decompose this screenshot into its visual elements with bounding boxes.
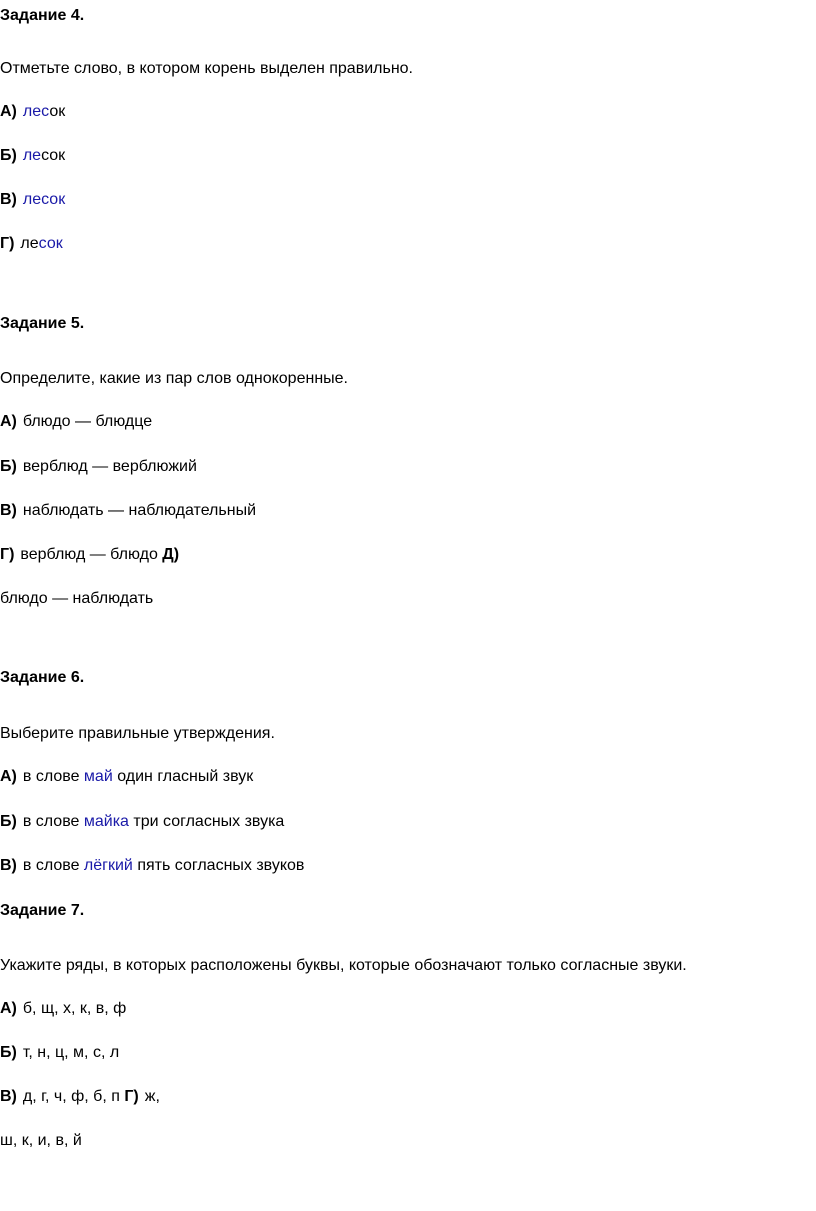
task-6-option-a [0,767,253,787]
option-label: Г) [124,1088,139,1105]
option-label: А) [0,768,17,785]
option-text: т, н, ц, м, с, л [22,1044,120,1061]
option-text: блюдо — блюдце [22,413,153,430]
task-7-title: Задание 7. [0,902,85,919]
task-4-title: Задание 4. [0,7,85,24]
word-rest: сок [41,147,66,164]
word-start: ле [20,235,39,252]
option-label: А) [0,103,17,120]
task-5-option-a [0,412,152,432]
word-rest: ок [49,103,66,120]
task-4-option-d [0,234,63,254]
task-7-option-c [0,1087,160,1107]
task-6-option-c [0,856,304,876]
option-text: один гласный звук [117,768,254,785]
option-label: Г) [0,235,15,252]
task-4-option-a [0,102,65,122]
option-text: наблюдать — наблюдательный [22,502,256,519]
root-highlight: лесок [22,191,66,208]
option-text: в слове [22,857,80,874]
task-6-title: Задание 6. [0,669,85,686]
option-text: верблюд — верблюжий [22,458,197,475]
task-6-question: Выберите правильные утверждения. [0,725,275,742]
option-label: В) [0,1088,17,1105]
task-7-question: Укажите ряды, в которых расположены буквы, которые обозначают только согласные звуки. [0,957,687,974]
highlighted-word: майка [83,813,129,830]
task-6-option-b [0,812,284,832]
option-label: В) [0,191,17,208]
task-7-option-b [0,1043,119,1063]
task-5-option-c [0,501,256,521]
root-highlight: ле [22,147,42,164]
option-label: Д) [162,546,180,563]
option-text: в слове [22,813,80,830]
task-4-option-b [0,146,65,166]
option-label: А) [0,413,17,430]
option-label: Б) [0,813,17,830]
highlighted-word: май [83,768,113,785]
task-5-title: Задание 5. [0,315,85,332]
option-label: В) [0,857,17,874]
option-text: верблюд — блюдо [20,546,158,563]
root-highlight: сок [38,235,63,252]
option-label: Б) [0,1044,17,1061]
highlighted-word: лёгкий [83,857,133,874]
task-4-question: Отметьте слово, в котором корень выделен правильно. [0,60,413,77]
option-label: А) [0,1000,17,1017]
task-4-option-c [0,190,65,210]
option-text: в слове [22,768,80,785]
option-text: б, щ, х, к, в, ф [22,1000,127,1017]
task-5-option-e: блюдо — наблюдать [0,590,154,607]
task-7-option-d-continued: ш, к, и, в, й [0,1132,82,1149]
option-text: пять согласных звуков [137,857,305,874]
option-label: Б) [0,147,17,164]
option-label: Б) [0,458,17,475]
option-text: ж, [144,1088,160,1105]
task-5-option-b [0,457,197,477]
option-label: В) [0,502,17,519]
task-5-option-d [0,545,179,565]
option-label: Г) [0,546,15,563]
option-text: д, г, ч, ф, б, п [22,1088,120,1105]
task-5-question: Определите, какие из пар слов однокоренные. [0,370,348,387]
root-highlight: лес [22,103,50,120]
task-7-option-a [0,999,126,1019]
option-text: три согласных звука [133,813,285,830]
